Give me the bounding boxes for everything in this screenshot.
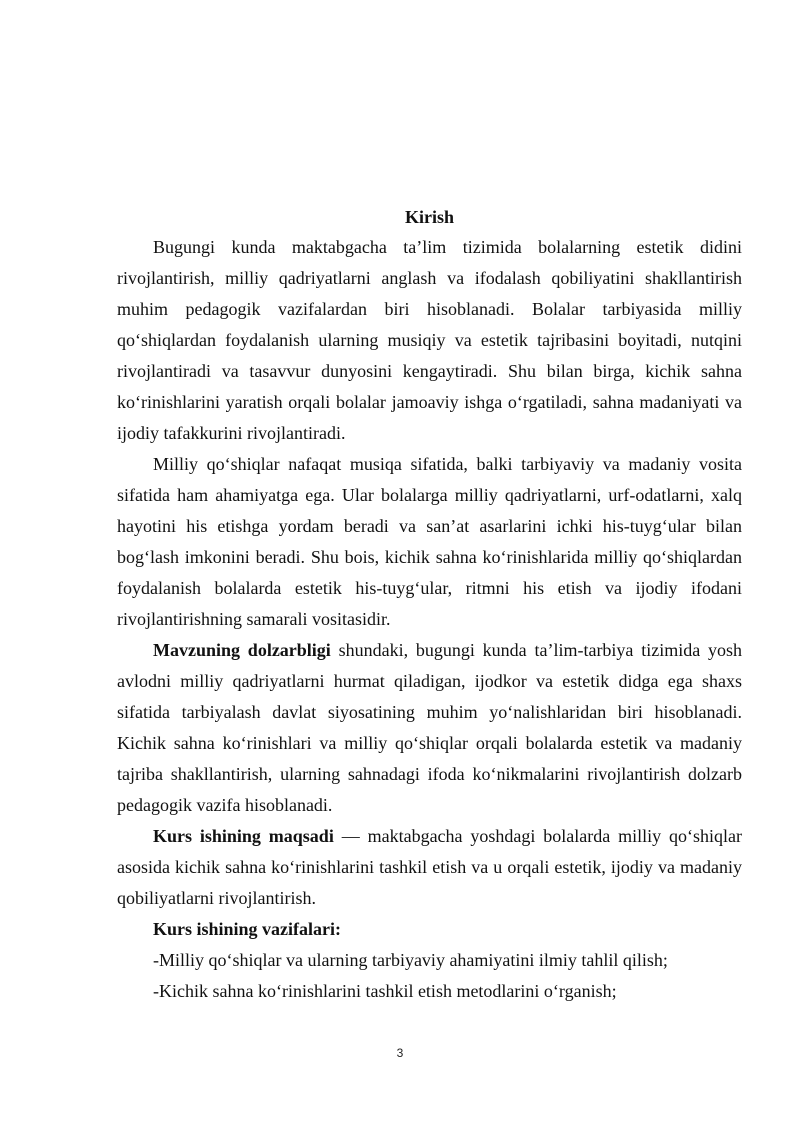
page-content	[117, 202, 742, 1007]
task-item: -Milliy qo‘shiqlar va ularning tarbiyaviy ahamiyatini ilmiy tahlil qilish;	[153, 950, 668, 970]
task-item: -Kichik sahna ko‘rinishlarini tashkil etish metodlarini o‘rganish;	[153, 981, 617, 1001]
intro-paragraph-2: Milliy qo‘shiqlar nafaqat musiqa sifatida, balki tarbiyaviy va madaniy vosita sifatida ham ahamiyatga ega. Ular bolalarga milliy qadriyatlarni, urf-odatlarni, xalq hayotini his etishga yordam beradi va san’at asarlarini ichki his-tuyg‘ular bilan bog‘lash imkonini beradi. Shu bois, kichik sahna ko‘rinishlarida milliy qo‘shiqlardan foydalanish bolalarda estetik his-tuyg‘ular, ritmni his etish va ijodiy ifodani rivojlantirishning samarali vositasidir.	[117, 454, 742, 629]
goal-text: — maktabgacha yoshdagi bolalarda milliy qo‘shiqlar asosida kichik sahna ko‘rinishlarini tashkil etish va u orqali estetik, ijodiy va madaniy qobiliyatlarni rivojlantirish.	[117, 826, 742, 908]
tasks-heading: Kurs ishining vazifalari:	[153, 919, 342, 939]
section-title: Kirish	[404, 207, 454, 227]
page-number: 3	[396, 1046, 404, 1060]
relevance-paragraph	[117, 635, 742, 821]
goal-paragraph	[117, 821, 742, 914]
relevance-text: shundaki, bugungi kunda ta’lim-tarbiya tizimida yosh avlodni milliy qadriyatlarni hurmat qiladigan, ijodkor va estetik didga ega shaxs sifatida tarbiyalash davlat siyosatining muhim yo‘nalishlaridan biri hisoblanadi. Kichik sahna ko‘rinishlari va milliy qo‘shiqlar orqali bolalarda estetik va madaniy tajriba shakllantirish, ularning sahnadagi ifoda ko‘nikmalarini rivojlantirish dolzarb pedagogik vazifa hisoblanadi.	[117, 640, 742, 815]
intro-paragraph-1: Bugungi kunda maktabgacha ta’lim tizimida bolalarning estetik didini rivojlantirish, milliy qadriyatlarni anglash va ifodalash qobiliyatini shakllantirish muhim pedagogik vazifalardan biri hisoblanadi. Bolalar tarbiyasida milliy qo‘shiqlardan foydalanish ularning musiqiy va estetik tajribasini boyitadi, nutqini rivojlantiradi va tasavvur dunyosini kengaytiradi. Shu bilan birga, kichik sahna ko‘rinishlarini yaratish orqali bolalar jamoaviy ishga o‘rgatiladi, sahna madaniyati va ijodiy tafakkurini rivojlantiradi.	[117, 237, 742, 443]
goal-lead: Kurs ishining maqsadi	[153, 826, 334, 846]
relevance-lead: Mavzuning dolzarbligi	[153, 640, 331, 660]
